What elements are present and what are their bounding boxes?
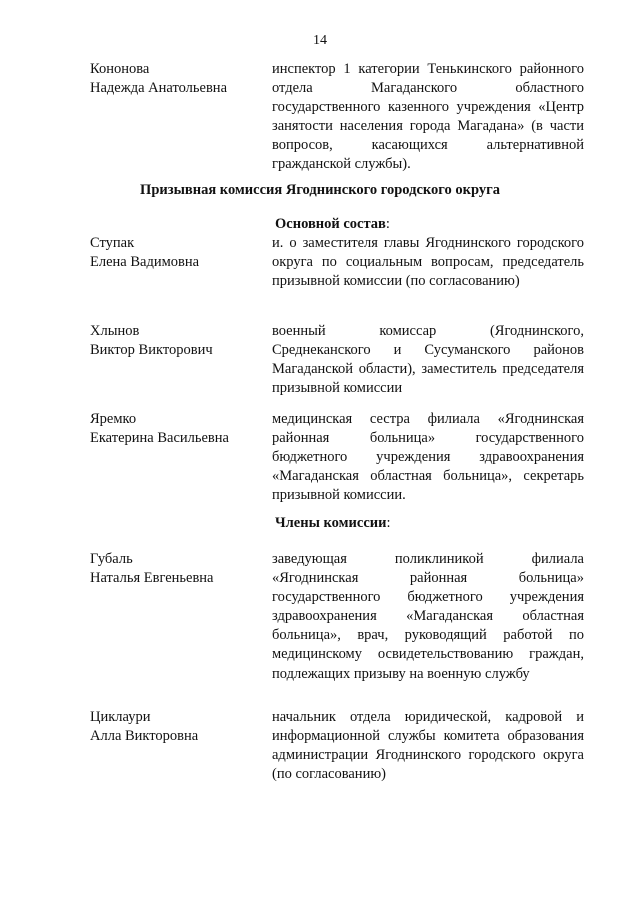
member-name [90, 410, 260, 448]
member-given-names: Екатерина Васильевна [90, 430, 229, 446]
member-role: военный комиссар (Ягоднинского, Среднеканского и Сусуманского районов Магаданской области), заместитель председателя призывной комиссии [272, 323, 584, 397]
member-role: заведующая поликлиникой филиала «Ягоднинская районная больница» государственного бюджетного учреждения здравоохранения «Магаданская областная больница», врач, руководящий работой по медицинскому освидетельствованию граждан, подлежащих призыву на военную службу [272, 551, 584, 682]
member-role: инспектор 1 категории Тенькинского районного отдела Магаданского областного государственного казенного учреждения «Центр занятости населения города Магадана» (в части вопросов, касающихся альтернативной гражданской службы). [272, 61, 584, 173]
members-heading: Члены комиссии: [275, 515, 391, 531]
main-staff-heading-text: Основной состав [275, 216, 386, 232]
member-name [90, 60, 260, 98]
main-staff-heading: Основной состав: [275, 216, 390, 232]
member-surname: Губаль [90, 551, 133, 567]
member-given-names: Виктор Викторович [90, 342, 213, 358]
member-name [90, 234, 260, 272]
member-role: начальник отдела юридической, кадровой и информационной службы комитета образования администрации Ягоднинского городского округа (по согласованию) [272, 709, 584, 783]
page-number: 14 [313, 33, 327, 48]
member-surname: Кононова [90, 61, 150, 77]
member-name [90, 322, 260, 360]
member-name [90, 550, 260, 588]
member-role: и. о заместителя главы Ягоднинского городского округа по социальным вопросам, председатель призывной комиссии (по согласованию) [272, 235, 584, 290]
member-given-names: Елена Вадимовна [90, 254, 200, 270]
member-surname: Циклаури [90, 709, 151, 725]
member-given-names: Наталья Евгеньевна [90, 570, 214, 586]
member-given-names: Надежда Анатольевна [90, 80, 227, 96]
commission-title: Призывная комиссия Ягоднинского городского округа [140, 182, 500, 198]
member-role: медицинская сестра филиала «Ягоднинская районная больница» государственного бюджетного учреждения здравоохранения «Магаданская областная больница», секретарь призывной комиссии. [272, 411, 584, 504]
members-heading-text: Члены комиссии [275, 515, 387, 531]
member-name [90, 708, 260, 746]
member-surname: Яремко [90, 411, 137, 427]
member-given-names: Алла Викторовна [90, 728, 199, 744]
member-surname: Хлынов [90, 323, 140, 339]
member-surname: Ступак [90, 235, 135, 251]
